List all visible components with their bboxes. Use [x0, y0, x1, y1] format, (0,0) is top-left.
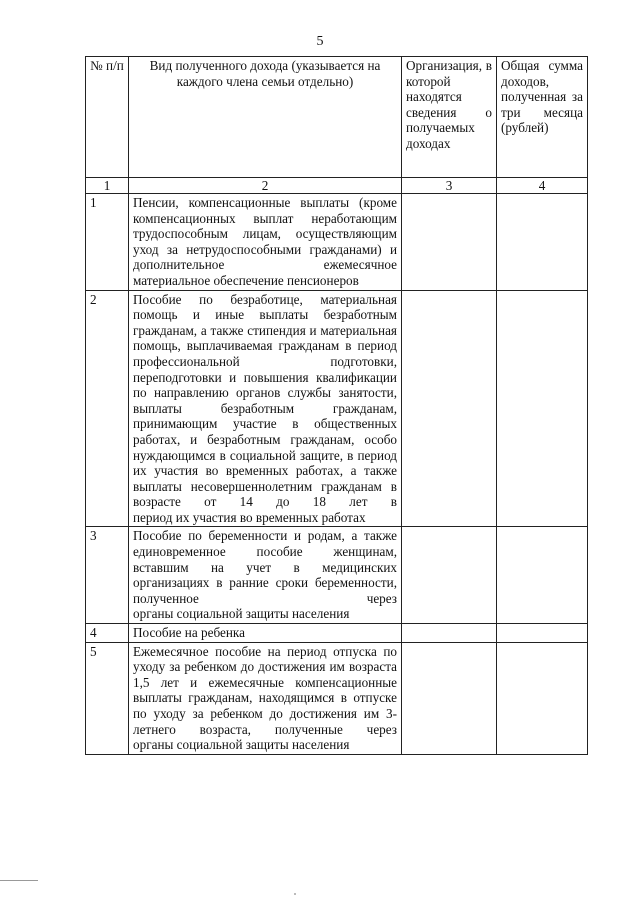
- table-row: [86, 194, 588, 291]
- organization-cell[interactable]: [402, 290, 497, 527]
- table-row: [86, 624, 588, 643]
- income-type-text: Пенсии, компенсационные выплаты (кроме компенсационных выплат неработающим трудоспособным лицам, осуществляющим уход за нетрудоспособными гражданами) и дополнительное ежемесячное: [133, 195, 397, 273]
- income-type-cell: [129, 624, 402, 643]
- table-row: [86, 290, 588, 527]
- income-type-text: Пособие по беременности и родам, а также единовременное пособие женщинам, вставшим на учет в медицинских организациях в ранние сроки беременности, полученное через: [133, 528, 397, 606]
- scan-artifact-line: [0, 880, 38, 881]
- row-number: 3: [86, 527, 129, 624]
- header-total-sum: Общая сумма доходов, полученная за три месяца (рублей): [497, 57, 588, 178]
- income-type-text-last: органы социальной защиты населения: [133, 606, 350, 622]
- column-number: 2: [129, 178, 402, 194]
- income-table: [85, 56, 588, 755]
- income-type-text: Ежемесячное пособие на период отпуска по уходу за ребенком до достижения им возраста 1,5 лет и ежемесячные компенсационные выплаты гражданам, находящимся в отпуске по уходу за ребенком до достижения им 3-летнего возраста, полученные через: [133, 643, 397, 737]
- row-number: 1: [86, 194, 129, 291]
- income-type-cell: [129, 527, 402, 624]
- total-sum-cell[interactable]: [497, 527, 588, 624]
- organization-cell[interactable]: [402, 642, 497, 754]
- income-type-cell: [129, 290, 402, 527]
- table-header-row: [86, 57, 588, 178]
- total-sum-cell[interactable]: [497, 624, 588, 643]
- page-number: 5: [316, 34, 324, 49]
- row-number: 2: [86, 290, 129, 527]
- table-row: [86, 527, 588, 624]
- column-number: 1: [86, 178, 129, 194]
- total-sum-cell[interactable]: [497, 290, 588, 527]
- header-number: № п/п: [86, 57, 129, 178]
- income-type-text: Пособие по безработице, материальная помощь и иные выплаты безработным гражданам, а также стипендия и материальная помощь, выплачиваемая гражданам в период профессиональной подготовки, переподготовки и повышения квалификации по направлению органов службы занятости, выплаты безработным гражданам, принимающим участие в общественных работах, и безработным гражданам, особо нуждающимся в социальной защите, в период их участия во временных работах, а также выплаты несовершеннолетним гражданам в возрасте от 14 до 18 лет в: [133, 291, 397, 510]
- header-income-type: Вид полученного дохода (указывается на каждого члена семьи отдельно): [129, 57, 402, 178]
- header-organization: Организация, в которой находятся сведения о получаемых доходах: [402, 57, 497, 178]
- organization-cell[interactable]: [402, 624, 497, 643]
- organization-cell[interactable]: [402, 527, 497, 624]
- total-sum-cell[interactable]: [497, 194, 588, 291]
- row-number: 5: [86, 642, 129, 754]
- income-type-cell: [129, 642, 402, 754]
- column-number-row: [86, 178, 588, 194]
- income-type-cell: [129, 194, 402, 291]
- income-type-text-last: органы социальной защиты населения: [133, 737, 350, 753]
- table-row: [86, 642, 588, 754]
- income-type-text-last: период их участия во временных работах: [133, 509, 366, 525]
- column-number: 3: [402, 178, 497, 194]
- row-number: 4: [86, 624, 129, 643]
- total-sum-cell[interactable]: [497, 642, 588, 754]
- column-number: 4: [497, 178, 588, 194]
- scan-artifact-dot: [294, 893, 296, 895]
- income-type-text-last: Пособие на ребенка: [133, 625, 245, 641]
- income-type-text-last: материальное обеспечение пенсионеров: [133, 272, 359, 288]
- organization-cell[interactable]: [402, 194, 497, 291]
